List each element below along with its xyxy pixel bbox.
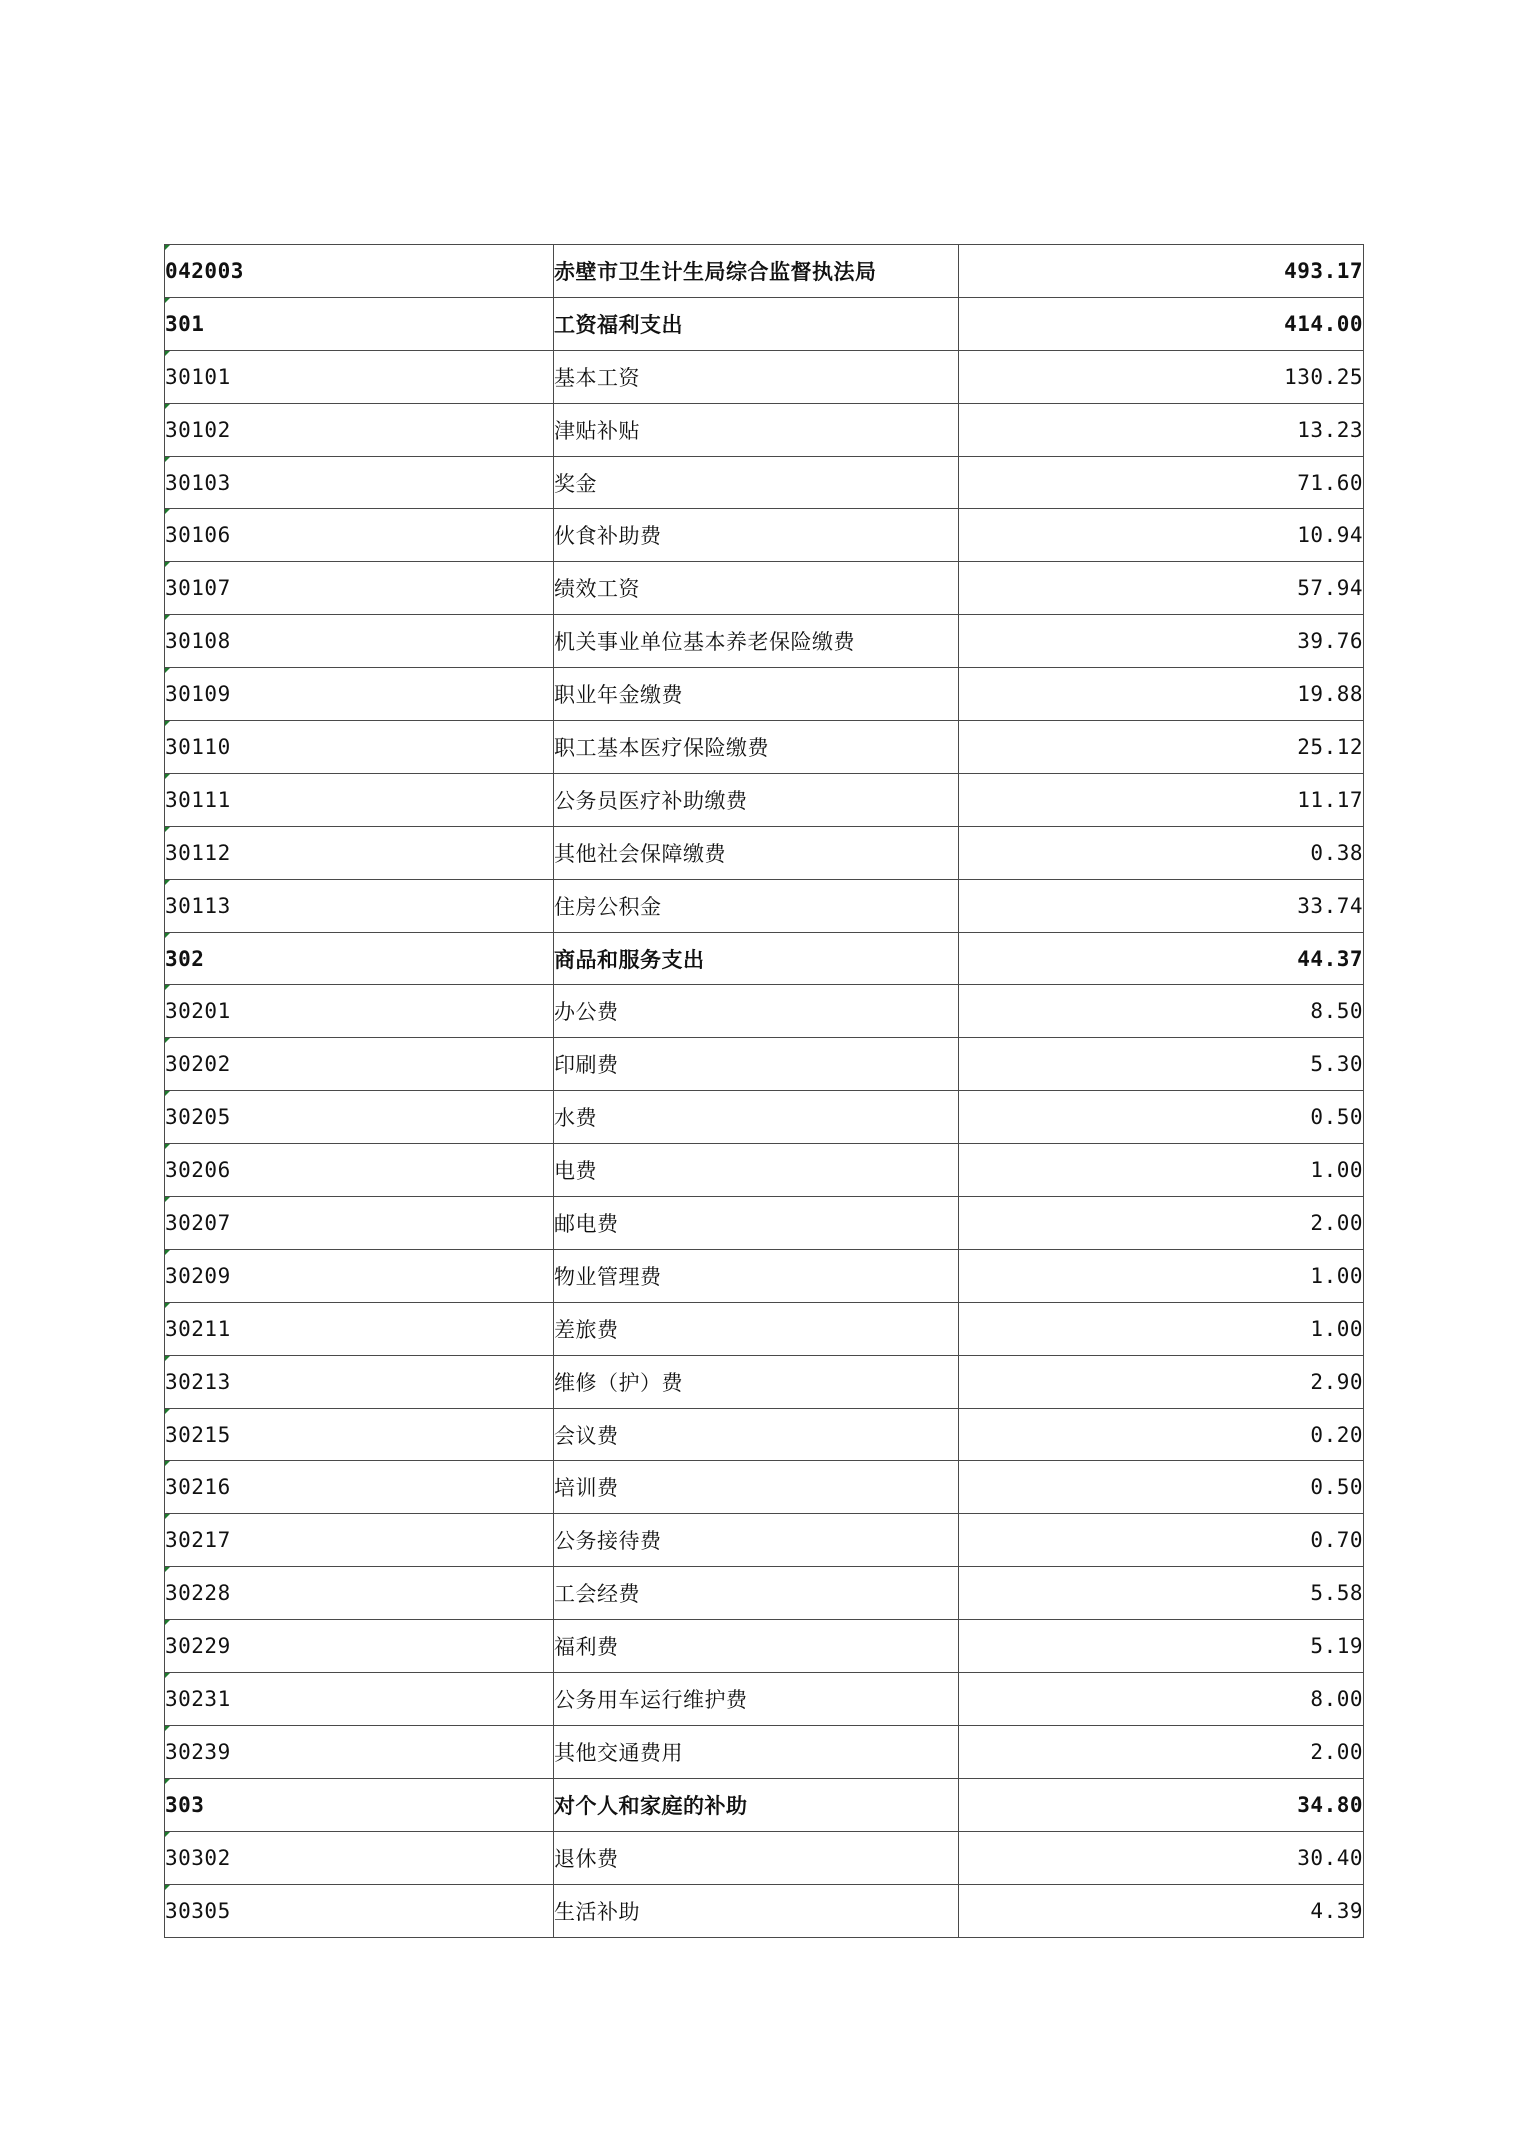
item-row [165,879,1364,932]
cell-amount: 44.37 [959,932,1364,985]
cell-code: 30211 [165,1302,554,1355]
cell-code: 30110 [165,721,554,774]
item-row [165,1514,1364,1567]
cell-code: 30305 [165,1884,554,1937]
cell-amount: 2.00 [959,1725,1364,1778]
cell-name: 津贴补贴 [554,403,959,456]
cell-code: 30109 [165,668,554,721]
item-row [165,1831,1364,1884]
cell-code: 30108 [165,615,554,668]
item-row [165,1091,1364,1144]
cell-code: 042003 [165,245,554,298]
cell-amount: 19.88 [959,668,1364,721]
cell-amount: 39.76 [959,615,1364,668]
cell-amount: 5.58 [959,1567,1364,1620]
cell-code: 30101 [165,350,554,403]
cell-name: 工资福利支出 [554,297,959,350]
cell-code: 30207 [165,1197,554,1250]
cell-amount: 1.00 [959,1144,1364,1197]
cell-amount: 2.00 [959,1197,1364,1250]
cell-amount: 13.23 [959,403,1364,456]
item-row [165,1725,1364,1778]
cell-name: 绩效工资 [554,562,959,615]
item-row [165,668,1364,721]
cell-code: 30202 [165,1038,554,1091]
cell-name: 退休费 [554,1831,959,1884]
cell-amount: 4.39 [959,1884,1364,1937]
cell-name: 职业年金缴费 [554,668,959,721]
cell-name: 其他交通费用 [554,1725,959,1778]
item-row [165,1673,1364,1726]
cell-name: 水费 [554,1091,959,1144]
cell-name: 维修（护）费 [554,1355,959,1408]
item-row [165,721,1364,774]
cell-name: 公务员医疗补助缴费 [554,773,959,826]
cell-code: 301 [165,297,554,350]
item-row [165,456,1364,509]
cell-code: 30106 [165,509,554,562]
cell-code: 30102 [165,403,554,456]
item-row [165,1038,1364,1091]
cell-code: 30113 [165,879,554,932]
cell-amount: 30.40 [959,1831,1364,1884]
category-row [165,297,1364,350]
item-row [165,1408,1364,1461]
cell-name: 物业管理费 [554,1249,959,1302]
cell-name: 生活补助 [554,1884,959,1937]
item-row [165,985,1364,1038]
cell-code: 30216 [165,1461,554,1514]
cell-amount: 10.94 [959,509,1364,562]
cell-amount: 71.60 [959,456,1364,509]
cell-name: 培训费 [554,1461,959,1514]
cell-code: 30112 [165,826,554,879]
item-row [165,403,1364,456]
cell-amount: 0.50 [959,1461,1364,1514]
unit-total-row [165,245,1364,298]
cell-name: 商品和服务支出 [554,932,959,985]
cell-amount: 493.17 [959,245,1364,298]
cell-amount: 130.25 [959,350,1364,403]
item-row [165,1355,1364,1408]
cell-amount: 8.50 [959,985,1364,1038]
cell-code: 30239 [165,1725,554,1778]
cell-code: 30302 [165,1831,554,1884]
cell-code: 30205 [165,1091,554,1144]
cell-name: 住房公积金 [554,879,959,932]
item-row [165,615,1364,668]
item-row [165,1461,1364,1514]
cell-amount: 414.00 [959,297,1364,350]
cell-code: 30217 [165,1514,554,1567]
cell-code: 302 [165,932,554,985]
cell-amount: 1.00 [959,1249,1364,1302]
cell-amount: 0.50 [959,1091,1364,1144]
item-row [165,826,1364,879]
cell-code: 30229 [165,1620,554,1673]
item-row [165,1249,1364,1302]
cell-code: 30111 [165,773,554,826]
cell-amount: 1.00 [959,1302,1364,1355]
cell-name: 奖金 [554,456,959,509]
cell-amount: 25.12 [959,721,1364,774]
cell-amount: 0.70 [959,1514,1364,1567]
category-row [165,932,1364,985]
budget-table-body [165,245,1364,1938]
cell-amount: 5.19 [959,1620,1364,1673]
budget-table [164,244,1364,1938]
cell-name: 赤壁市卫生计生局综合监督执法局 [554,245,959,298]
cell-name: 伙食补助费 [554,509,959,562]
cell-amount: 33.74 [959,879,1364,932]
cell-code: 30209 [165,1249,554,1302]
cell-amount: 0.38 [959,826,1364,879]
category-row [165,1778,1364,1831]
cell-code: 30103 [165,456,554,509]
cell-name: 邮电费 [554,1197,959,1250]
cell-code: 30201 [165,985,554,1038]
cell-name: 机关事业单位基本养老保险缴费 [554,615,959,668]
cell-code: 30206 [165,1144,554,1197]
cell-name: 其他社会保障缴费 [554,826,959,879]
cell-name: 福利费 [554,1620,959,1673]
item-row [165,773,1364,826]
cell-name: 印刷费 [554,1038,959,1091]
cell-name: 对个人和家庭的补助 [554,1778,959,1831]
item-row [165,1197,1364,1250]
cell-amount: 8.00 [959,1673,1364,1726]
cell-code: 30213 [165,1355,554,1408]
cell-code: 30215 [165,1408,554,1461]
item-row [165,509,1364,562]
cell-name: 职工基本医疗保险缴费 [554,721,959,774]
item-row [165,1567,1364,1620]
cell-amount: 0.20 [959,1408,1364,1461]
cell-amount: 5.30 [959,1038,1364,1091]
cell-amount: 2.90 [959,1355,1364,1408]
item-row [165,1620,1364,1673]
cell-name: 差旅费 [554,1302,959,1355]
cell-name: 会议费 [554,1408,959,1461]
item-row [165,1884,1364,1937]
cell-name: 办公费 [554,985,959,1038]
cell-code: 30107 [165,562,554,615]
cell-amount: 34.80 [959,1778,1364,1831]
cell-name: 公务接待费 [554,1514,959,1567]
cell-code: 30228 [165,1567,554,1620]
cell-amount: 11.17 [959,773,1364,826]
cell-amount: 57.94 [959,562,1364,615]
cell-code: 30231 [165,1673,554,1726]
item-row [165,1302,1364,1355]
item-row [165,1144,1364,1197]
cell-name: 工会经费 [554,1567,959,1620]
cell-name: 基本工资 [554,350,959,403]
cell-name: 公务用车运行维护费 [554,1673,959,1726]
cell-name: 电费 [554,1144,959,1197]
cell-code: 303 [165,1778,554,1831]
item-row [165,562,1364,615]
item-row [165,350,1364,403]
